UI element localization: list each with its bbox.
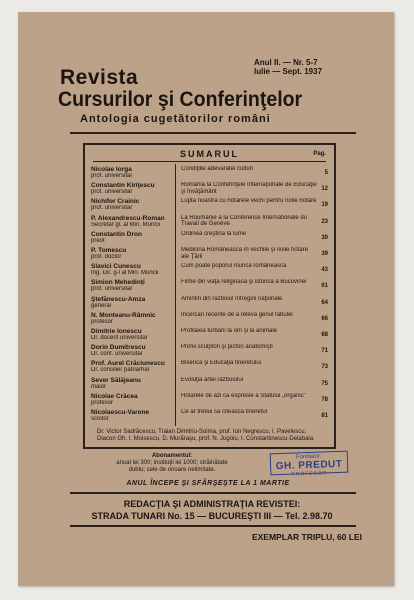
toc-entry (91, 328, 328, 344)
divider-middle (70, 492, 356, 494)
toc-page-number: 78 (321, 396, 328, 403)
subscription-line-1: anual lei 300; instituţii lei 1000; străinătate (116, 460, 228, 466)
issue-number: Anul II. — Nr. 5-7 (254, 58, 318, 67)
masthead-title: Cursurilor şi Conferinţelor (58, 88, 303, 111)
toc-article-title: Hotarele de azi ca expresie a Statului „organic” (181, 392, 306, 399)
toc-article-title: Cum poate poporul munca românească (181, 263, 287, 270)
toc-article-title: Ce ar trebui să citească tineretul (181, 409, 268, 415)
toc-author-role: Dr. consilier patriarhal (91, 367, 150, 374)
toc-entry (91, 166, 328, 182)
toc-article-title: Evoluţia artei războiului (181, 376, 244, 383)
toc-author-role: prof. universitar (91, 173, 133, 179)
toc-article-title: Primii sculptori şi pictori anatomişti (181, 344, 273, 351)
price-label: EXEMPLAR TRIPLU, 60 LEI (251, 532, 362, 542)
issue-date: Iulie — Sept. 1937 (254, 67, 323, 76)
toc-author-role: Dr. docent universitar (91, 335, 148, 341)
toc-author: Dimitrie Ionescu (91, 328, 142, 335)
toc-author-role: maior (91, 383, 107, 390)
toc-author-role: profesor (91, 399, 114, 406)
toc-page-number: 61 (321, 283, 328, 290)
toc-page-number: 19 (321, 202, 328, 209)
toc-author: N. Monteanu-Râmnic (91, 311, 156, 319)
toc-author: P. Alexandrescu-Roman (91, 214, 165, 222)
toc-author: Nichifor Crainic (91, 198, 140, 206)
toc-entry (91, 409, 328, 425)
toc-page-number: 5 (324, 170, 328, 176)
toc-article-title: Filme din viaţa religioasă şi istorică a Bucovinei (181, 279, 307, 286)
toc-entry (91, 263, 328, 279)
toc-entry (91, 182, 328, 198)
year-tagline: ANUL ÎNCEPE ŞI SFÂRŞEŞTE LA 1 MARTIE (126, 480, 290, 487)
toc-entry (91, 279, 328, 295)
toc-author-role: general (91, 302, 112, 309)
toc-author: Sever Sălăjeanu (91, 376, 141, 384)
editorial-address (64, 498, 360, 522)
toc-article-title: Profilaxia turbării la om şi la animale (181, 328, 278, 334)
toc-entry (91, 231, 328, 247)
toc-page-number: 64 (321, 299, 328, 306)
toc-page-number: 30 (321, 234, 328, 241)
toc-page-number: 73 (321, 364, 328, 371)
subscription-line-2: dublu; cele de onoare nelimitate. (128, 467, 216, 473)
toc-heading-rule (93, 161, 326, 162)
toc-entry (91, 377, 328, 393)
subscription-heading: Abonamentul: (151, 453, 193, 459)
address-line-2: STRADA TUNARI No. 15 — BUCUREŞTI III — Tel. 2.98.70 (91, 511, 333, 521)
stamp-name: GH. PREDUT (275, 458, 343, 473)
toc-author-role: prof. universitar (91, 189, 133, 196)
toc-article-title: Biserica şi Educaţia tineretului (181, 360, 262, 367)
toc-article-title: România la Conferinţele Internaţionale de Educaţie şi învăţământ (181, 182, 317, 195)
toc-page-number: 75 (321, 380, 328, 387)
toc-author-role: Dr. conf. universitar (91, 351, 143, 358)
toc-entry (91, 215, 328, 231)
toc-entry (91, 393, 328, 409)
toc-page-number: 66 (321, 315, 328, 322)
stamp-label: Fondator: (295, 453, 322, 461)
toc-entry (91, 198, 328, 214)
toc-article-title: Condiţiile adevăratei culturi (181, 166, 254, 172)
toc-article-title: Medicina Românească în vechile şi noile hotare ale Ţării (181, 247, 309, 260)
toc-author-role: prof. universitar (91, 205, 133, 212)
toc-page-number: 71 (321, 348, 328, 355)
toc-page-number: 12 (321, 186, 328, 193)
toc-author-role: profesor (91, 318, 114, 325)
toc-author: Slavici Cunescu (91, 263, 141, 271)
toc-author: Nicolae Crăcea (91, 392, 138, 400)
toc-author-role: prof. doctor (91, 254, 122, 260)
table-of-contents (83, 143, 336, 449)
toc-page-number: 81 (321, 413, 328, 419)
toc-page-number: 23 (321, 218, 328, 225)
toc-article-title: La Roumanie à la Conférence Internationale du Travail de Genève (181, 214, 308, 228)
subscription-info (82, 453, 262, 474)
toc-author: P. Tomescu (91, 247, 127, 254)
toc-author-role: Secretar gl. al Min. Muncii (91, 221, 161, 228)
toc-article-title: Încercări recente de a releva genul fabulei (181, 311, 293, 318)
toc-entry (91, 247, 328, 263)
divider-bottom (70, 525, 356, 527)
toc-author: Simion Mehedinți (91, 279, 145, 287)
divider-top (70, 132, 356, 134)
toc-page-number: 39 (321, 251, 328, 257)
toc-author-role: scriitor (91, 416, 109, 422)
toc-author: Nicolaescu-Varone (91, 409, 150, 416)
toc-author: Prof. Aurel Crăciunescu (91, 360, 165, 368)
toc-author: Dorin Dumitrescu (91, 344, 146, 352)
stamp-role: PROFESOR (291, 470, 328, 478)
toc-page-number: 43 (321, 267, 328, 274)
toc-author: Ştefănescu-Amza (91, 295, 146, 303)
toc-author-role: prof. universitar (91, 286, 133, 293)
magazine-cover (18, 12, 394, 586)
toc-author-role: Ing. Dir. g-l al Min. Muncii (91, 270, 159, 277)
masthead-subtitle: Antologia cugetătorilor români (80, 113, 271, 125)
toc-entry (91, 296, 328, 312)
address-line-1: REDACŢIA ŞI ADMINISTRAŢIA REVISTEI: (123, 499, 301, 509)
toc-author: Constantin Dron (91, 230, 142, 238)
toc-page-label: Pag. (313, 151, 326, 157)
toc-article-title: Amintiri din războiul întregirii naţionale (181, 295, 283, 302)
toc-author: Constantin Kiriţescu (91, 182, 155, 190)
masthead-revista: Revista (60, 66, 139, 89)
issue-info (254, 58, 364, 76)
toc-entry (91, 360, 328, 376)
toc-author: Nicolae Iorga (91, 166, 132, 173)
toc-entry (91, 312, 328, 328)
toc-article-title: Lupta noastră cu hotarele vechi pentru noile hotare (181, 198, 317, 205)
toc-footer: Dr. Victor Sadrăcescu, Traian Dimitriu-Solma, prof. Ion Negrescu, I. Pavelescu, Diacon Gh. I. Moisescu, D. Murăraşu, prof. N. Jugoiu, I. Constantinescu-Delabaia. (97, 429, 315, 442)
toc-author-role: preot (91, 237, 105, 244)
toc-article-title: Ordinea creştină la lume (181, 230, 247, 237)
toc-heading: SUMARUL (180, 149, 239, 159)
founder-stamp (270, 451, 349, 476)
toc-page-number: 68 (321, 332, 328, 338)
toc-entry (91, 344, 328, 360)
